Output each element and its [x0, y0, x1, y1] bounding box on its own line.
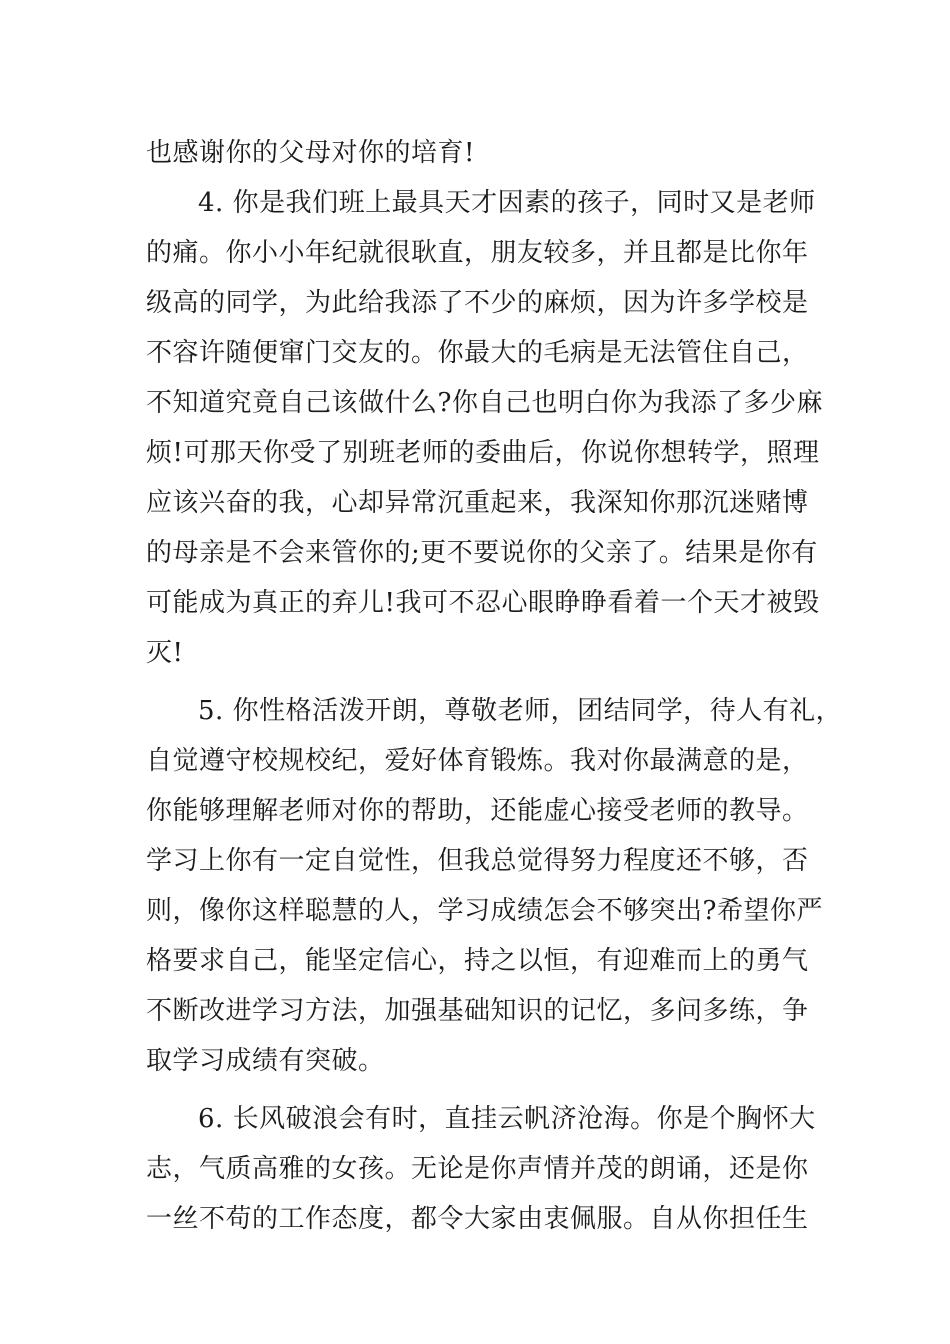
text-line: 格要求自己，能坚定信心，持之以恒，有迎难而上的勇气 — [146, 946, 809, 976]
text-line: 的母亲是不会来管你的;更不要说你的父亲了。结果是你有 — [146, 538, 818, 568]
text-line: 也感谢你的父母对你的培育! — [146, 138, 475, 168]
text-line: 一丝不苟的工作态度，都令大家由衷佩服。自从你担任生 — [146, 1204, 809, 1234]
text-line: 烦!可那天你受了别班老师的委曲后，你说你想转学，照理 — [146, 438, 820, 468]
text-line: 应该兴奋的我，心却异常沉重起来，我深知你那沉迷赌博 — [146, 488, 809, 518]
text-line: 不知道究竟自己该做什么?你自己也明白你为我添了多少麻 — [146, 388, 823, 418]
text-line: 则，像你这样聪慧的人，学习成绩怎会不够突出?希望你严 — [146, 896, 823, 926]
text-line: 志，气质高雅的女孩。无论是你声情并茂的朗诵，还是你 — [146, 1154, 809, 1184]
text-line: 取学习成绩有突破。 — [146, 1046, 385, 1076]
text-line: 学习上你有一定自觉性，但我总觉得努力程度还不够，否 — [146, 846, 809, 876]
text-line: 自觉遵守校规校纪，爱好体育锻炼。我对你最满意的是， — [146, 746, 809, 776]
text-line: 灭! — [146, 638, 184, 668]
document-body — [146, 128, 843, 1244]
paragraph-4-first-line: 4. 你是我们班上最具天才因素的孩子，同时又是老师 — [198, 188, 816, 218]
text-line: 不容许随便窜门交友的。你最大的毛病是无法管住自己， — [146, 338, 809, 368]
text-line: 的痛。你小小年纪就很耿直，朋友较多，并且都是比你年 — [146, 238, 809, 268]
paragraph-5-first-line: 5. 你性格活泼开朗，尊敬老师，团结同学，待人有礼， — [198, 696, 843, 726]
text-line: 不断改进学习方法，加强基础知识的记忆，多问多练，争 — [146, 996, 809, 1026]
text-line: 可能成为真正的弃儿!我可不忍心眼睁睁看着一个天才被毁 — [146, 588, 820, 618]
text-line: 级高的同学，为此给我添了不少的麻烦，因为许多学校是 — [146, 288, 809, 318]
paragraph-6-first-line: 6. 长风破浪会有时，直挂云帆济沧海。你是个胸怀大 — [198, 1104, 816, 1134]
text-line: 你能够理解老师对你的帮助，还能虚心接受老师的教导。 — [146, 796, 809, 826]
